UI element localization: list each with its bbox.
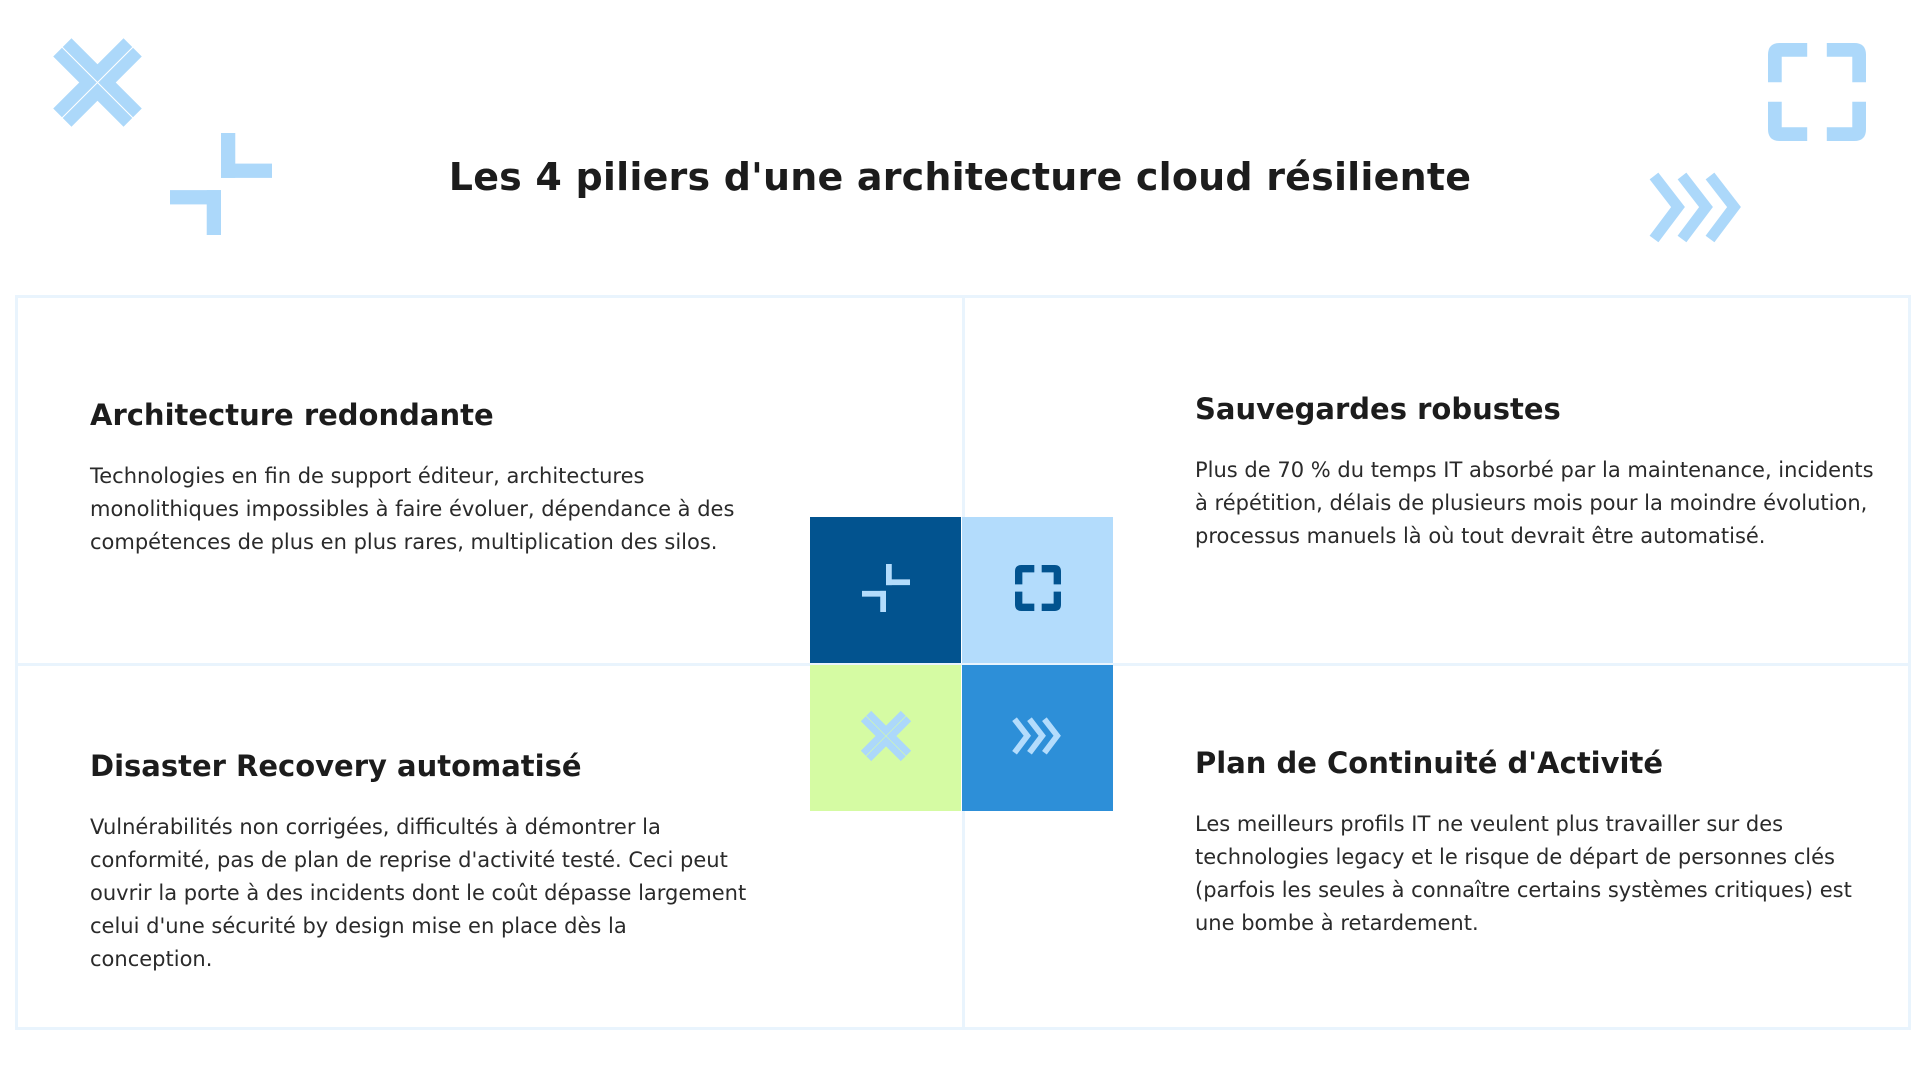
focus-frame-icon bbox=[1015, 565, 1061, 615]
tile-focus-frame bbox=[962, 517, 1113, 663]
pillar-card-redundant-architecture bbox=[90, 398, 750, 559]
corner-brackets-icon bbox=[862, 564, 910, 616]
pillar-title: Disaster Recovery automatisé bbox=[90, 749, 582, 783]
pillar-title: Plan de Continuité d'Activité bbox=[1195, 746, 1663, 780]
pillar-description: Technologies en fin de support éditeur, architectures monolithiques impossibles à faire évoluer, dépendance à des compétences de plus en plus rares, multiplication des silos. bbox=[90, 464, 735, 554]
pillar-card-business-continuity bbox=[1195, 746, 1855, 940]
triple-chevron-right-icon bbox=[1011, 716, 1065, 760]
pillar-card-disaster-recovery bbox=[90, 749, 750, 976]
pillar-description: Les meilleurs profils IT ne veulent plus travailler sur des technologies legacy et le risque de départ de personnes clés (parfois les seules à connaître certains systèmes critiques) est une bombe à retardement. bbox=[1195, 812, 1852, 935]
pillar-card-robust-backups bbox=[1195, 392, 1875, 553]
focus-frame-icon bbox=[1768, 43, 1866, 141]
compress-arrows-icon bbox=[859, 709, 913, 767]
pillar-description: Vulnérabilités non corrigées, difficultés à démontrer la conformité, pas de plan de reprise d'activité testé. Ceci peut ouvrir la porte à des incidents dont le coût dépasse largement celui d'une sécurité by design mise en place dès la conception. bbox=[90, 815, 747, 971]
page-title: Les 4 piliers d'une architecture cloud résiliente bbox=[448, 155, 1472, 200]
tile-corner-brackets bbox=[810, 517, 961, 663]
compress-arrows-icon bbox=[50, 35, 145, 130]
pillar-title: Sauvegardes robustes bbox=[1195, 392, 1561, 426]
tile-triple-chevron bbox=[962, 665, 1113, 811]
tile-compress-arrows bbox=[810, 665, 961, 811]
pillar-title: Architecture redondante bbox=[90, 398, 494, 432]
pillar-description: Plus de 70 % du temps IT absorbé par la maintenance, incidents à répétition, délais de plusieurs mois pour la moindre évolution, processus manuels là où tout devrait être automatisé. bbox=[1195, 458, 1874, 548]
